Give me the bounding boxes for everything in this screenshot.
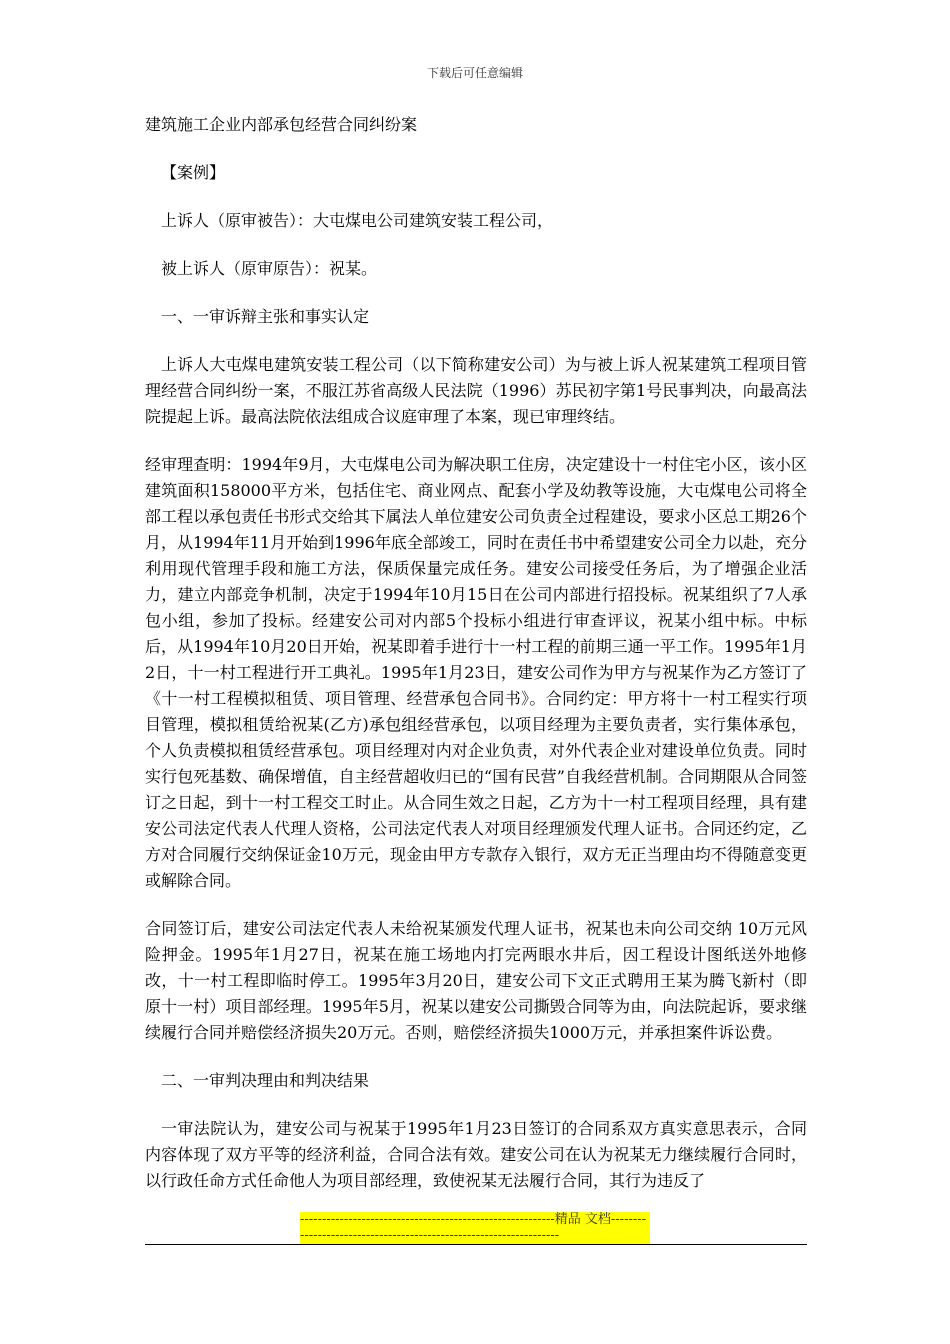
document-body bbox=[145, 112, 807, 1216]
section-heading-1: 一、一审诉辩主张和事实认定 bbox=[161, 307, 370, 326]
appellant-line: 上诉人（原审被告）：大屯煤电公司建筑安装工程公司， bbox=[161, 211, 554, 230]
paragraph-2: 经审理查明：1994年9月，大屯煤电公司为解决职工住房，决定建设十一村住宅小区，该小区建筑面积158000平方米，包括住宅、商业网点、配套小学及幼教等设施，大屯煤电公司将全部工程以承包责任书形式交给其下属法人单位建安公司负责全过程建设，要求小区总工期26个月，从1994年11月开始到1996年底全部竣工，同时在责任书中希望建安公司全力以赴，充分利用现代管理手段和施工方法，保质保量完成任务。建安公司接受任务后，为了增强企业活力，建立内部竞争机制，决定于1994年10月15日在公司内部进行招投标。祝某组织了7人承包小组，参加了投标。经建安公司对内部5个投标小组进行审查评议，祝某小组中标。中标后，从1994年10月20日开始，祝某即着手进行十一村工程的前期三通一平工作。1995年1月2日，十一村工程进行开工典礼。1995年1月23日，建安公司作为甲方与祝某作为乙方签订了《十一村工程模拟租赁、项目管理、经营承包合同书》。合同约定：甲方将十一村工程实行项目管理，模拟租赁给祝某(乙方)承包组经营承包，以项目经理为主要负责者，实行集体承包，个人负责模拟租赁经营承包。项目经理对内对企业负责，对外代表企业对建设单位负责。同时实行包死基数、确保增值，自主经营超收归已的“国有民营”自我经营机制。合同期限从合同签订之日起，到十一村工程交工时止。从合同生效之日起，乙方为十一村工程项目经理，具有建安公司法定代表人代理人资格，公司法定代表人对项目经理颁发代理人证书。合同还约定，乙方对合同履行交纳保证金10万元，现金由甲方专款存入银行，双方无正当理由均不得随意变更或解除合同。 bbox=[145, 455, 807, 890]
appellee-line: 被上诉人（原审原告）：祝某。 bbox=[161, 259, 378, 278]
paragraph-3: 合同签订后，建安公司法定代表人未给祝某颁发代理人证书，祝某也未向公司交纳 10万元风险押金。1995年1月27日，祝某在施工场地内打完两眼水井后，因工程设计图纸送外地修改，十一村工程即临时停工。1995年3月20日，建安公司下文正式聘用王某为腾飞新村（即原十一村）项目部经理。1995年5月，祝某以建安公司撕毁合同等为由，向法院起诉，要求继续履行合同并赔偿经济损失20万元。否则，赔偿经济损失1000万元，并承担案件诉讼费。 bbox=[145, 919, 807, 1042]
document-title: 建筑施工企业内部承包经营合同纠纷案 bbox=[145, 115, 418, 134]
paragraph-4: 一审法院认为，建安公司与祝某于1995年1月23日签订的合同系双方真实意思表示，合同内容体现了双方平等的经济利益，合同合法有效。建安公司在认为祝某无力继续履行合同时，以行政任命方式任命他人为项目部经理，致使祝某无法履行合同，其行为违反了 bbox=[145, 1119, 807, 1190]
case-label: 【案例】 bbox=[161, 163, 226, 182]
footer-watermark: ----------------------------------------------------------精品 文档------------------------------------------------------------------- bbox=[300, 1212, 650, 1244]
section-heading-2: 二、一审判决理由和判决结果 bbox=[161, 1071, 370, 1090]
paragraph-1: 上诉人大屯煤电建筑安装工程公司（以下简称建安公司）为与被上诉人祝某建筑工程项目管理经营合同纠纷一案，不服江苏省高级人民法院（1996）苏民初字第1号民事判决，向最高法院提起上诉。最高法院依法组成合议庭审理了本案，现已审理终结。 bbox=[145, 355, 807, 426]
footer-divider bbox=[145, 1244, 807, 1245]
page-header: 下载后可任意编辑 bbox=[426, 66, 523, 80]
